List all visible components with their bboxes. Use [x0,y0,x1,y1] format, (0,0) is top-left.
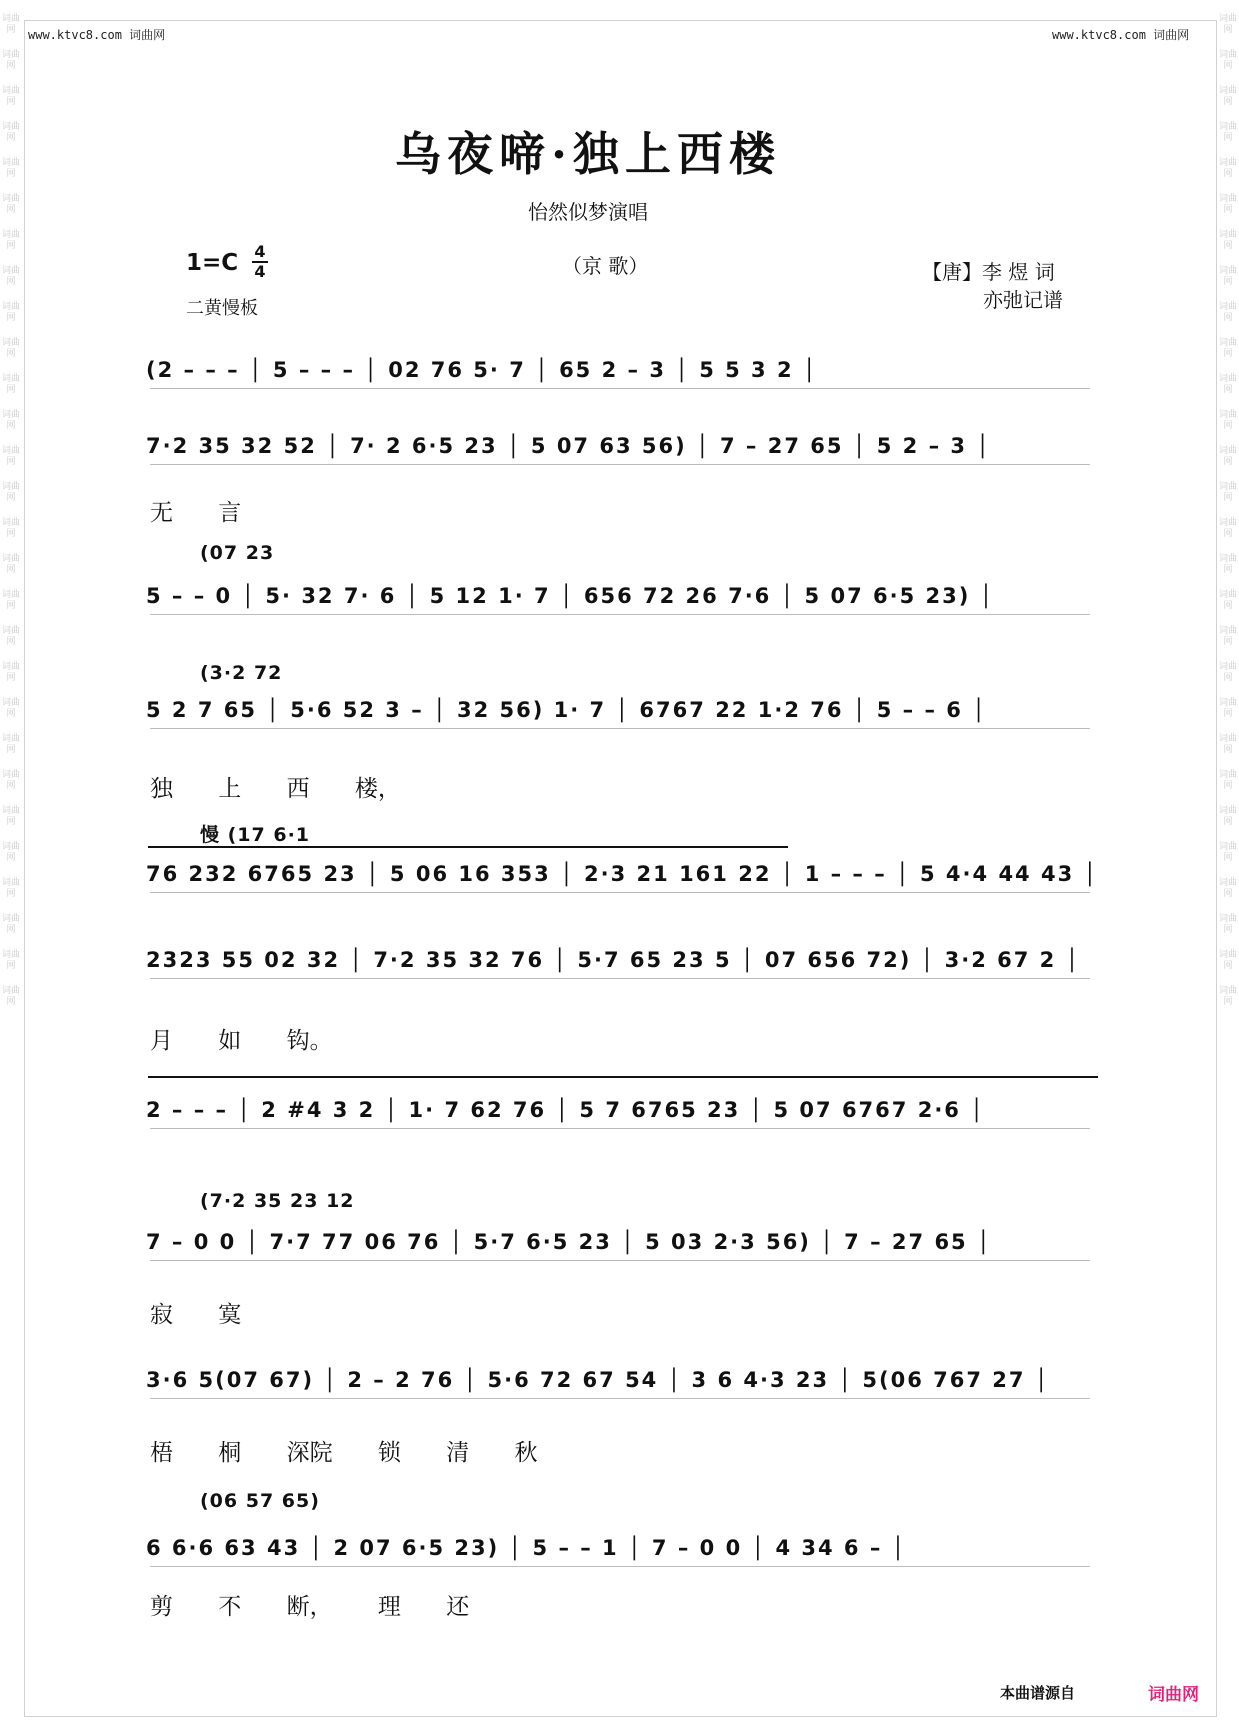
watermark-text: 词曲网 [1218,374,1237,395]
brand-logo[interactable]: 词曲网 [1148,1685,1199,1705]
notes-line: 7 – 0 0 │ 7·7 77 06 76 │ 5·7 6·5 23 │ 5 03 2·3 56) │ 7 – 27 65 │ [146,1230,992,1254]
watermark-text: 词曲网 [1,698,20,719]
watermark-text: 词曲网 [1218,122,1237,143]
rhythm-underline [150,978,1090,979]
rhythm-underline [150,614,1090,615]
watermark-text: 词曲网 [1218,446,1237,467]
lyrics-line: 剪 不 断， 理 还 [150,1594,470,1620]
watermark-text: 词曲网 [1,158,20,179]
phrase-slur-line [148,1076,1098,1078]
left-watermark-strip [0,0,22,1729]
watermark-text: 词曲网 [1,482,20,503]
bracket-annotation: (3·2 72 [200,662,283,684]
url-right[interactable]: www.ktvc8.com 词曲网 [1052,28,1190,42]
watermark-text: 词曲网 [1218,86,1237,107]
rhythm-underline [150,892,1090,893]
watermark-text: 词曲网 [1,950,20,971]
lyrics-line: 月 如 钩。 [150,1028,333,1054]
source-label: 本曲谱源自 [1000,1684,1076,1702]
watermark-text: 词曲网 [1,410,20,431]
watermark-text: 词曲网 [1,590,20,611]
rhythm-underline [150,464,1090,465]
watermark-text: 词曲网 [1,302,20,323]
time-sig-bottom: 4 [254,262,266,281]
watermark-text: 词曲网 [1218,842,1237,863]
notes-line: 3·6 5(07 67) │ 2 – 2 76 │ 5·6 72 67 54 │ 3 6 4·3 23 │ 5(06 767 27 │ [146,1368,1050,1392]
transcriber: 亦弛记谱 [983,288,1063,312]
bracket-annotation: (7·2 35 23 12 [200,1190,355,1212]
page-title: 乌夜啼·独上西楼 [395,127,782,181]
rhythm-underline [150,1260,1090,1261]
watermark-text: 词曲网 [1218,662,1237,683]
watermark-text: 词曲网 [1218,590,1237,611]
watermark-text: 词曲网 [1218,878,1237,899]
watermark-text: 词曲网 [1218,302,1237,323]
watermark-text: 词曲网 [1218,914,1237,935]
watermark-text: 词曲网 [1218,230,1237,251]
lyrics-line: 独 上 西 楼， [150,776,401,802]
watermark-text: 词曲网 [1218,734,1237,755]
lyrics-line: 寂 寞 [150,1302,242,1328]
notes-line: 7·2 35 32 52 │ 7· 2 6·5 23 │ 5 07 63 56) │ 7 – 27 65 │ 5 2 – 3 │ [146,434,991,458]
bracket-annotation: (07 23 [200,542,275,564]
notes-line: 2323 55 02 32 │ 7·2 35 32 76 │ 5·7 65 23 5 │ 07 656 72) │ 3·2 67 2 │ [146,948,1081,972]
watermark-text: 词曲网 [1218,806,1237,827]
rhythm-underline [150,1398,1090,1399]
notes-line: 76 232 6765 23 │ 5 06 16 353 │ 2·3 21 161 22 │ 1 – – – │ 5 4·4 44 43 │ [146,862,1099,886]
watermark-text: 词曲网 [1,230,20,251]
rhythm-underline [150,1128,1090,1129]
watermark-text: 词曲网 [1218,14,1237,35]
watermark-text: 词曲网 [1,86,20,107]
watermark-text: 词曲网 [1218,950,1237,971]
watermark-text: 词曲网 [1218,410,1237,431]
watermark-text: 词曲网 [1218,194,1237,215]
right-watermark-strip [1217,0,1239,1729]
watermark-text: 词曲网 [1,266,20,287]
watermark-text: 词曲网 [1,14,20,35]
watermark-text: 词曲网 [1218,770,1237,791]
bracket-annotation: 慢 (17 6·1 [200,824,311,846]
lyrics-line: 无 言 [150,500,242,526]
rhythm-underline [150,1566,1090,1567]
genre: （京 歌） [562,254,649,278]
phrase-slur-line [148,846,788,848]
rhythm-underline [150,728,1090,729]
watermark-text: 词曲网 [1,122,20,143]
watermark-text: 词曲网 [1218,266,1237,287]
watermark-text: 词曲网 [1,554,20,575]
watermark-text: 词曲网 [1,770,20,791]
watermark-text: 词曲网 [1,338,20,359]
watermark-text: 词曲网 [1,446,20,467]
watermark-text: 词曲网 [1,626,20,647]
watermark-text: 词曲网 [1,662,20,683]
watermark-text: 词曲网 [1,734,20,755]
watermark-text: 词曲网 [1218,626,1237,647]
time-sig-top: 4 [254,242,266,261]
watermark-text: 词曲网 [1,914,20,935]
watermark-text: 词曲网 [1218,698,1237,719]
watermark-text: 词曲网 [1,806,20,827]
watermark-text: 词曲网 [1,878,20,899]
watermark-text: 词曲网 [1,518,20,539]
watermark-text: 词曲网 [1218,554,1237,575]
rhythm-underline [150,388,1090,389]
notes-line: 2 – – – │ 2 #4 3 2 │ 1· 7 62 76 │ 5 7 6765 23 │ 5 07 6767 2·6 │ [146,1098,985,1122]
watermark-text: 词曲网 [1,50,20,71]
time-signature [252,244,268,280]
watermark-text: 词曲网 [1218,338,1237,359]
lyrics-line: 梧 桐 深院 锁 清 秋 [150,1440,538,1466]
watermark-text: 词曲网 [1218,482,1237,503]
url-left[interactable]: www.ktvc8.com 词曲网 [28,28,166,42]
notes-line: 5 2 7 65 │ 5·6 52 3 – │ 32 56) 1· 7 │ 6767 22 1·2 76 │ 5 – – 6 │ [146,698,987,722]
notes-line: (2 – – – │ 5 – – – │ 02 76 5· 7 │ 65 2 – 3 │ 5 5 3 2 │ [146,358,818,382]
watermark-text: 词曲网 [1218,158,1237,179]
watermark-text: 词曲网 [1,842,20,863]
watermark-text: 词曲网 [1218,518,1237,539]
watermark-text: 词曲网 [1,194,20,215]
key-signature: 1=C [186,250,239,276]
lyricist: 【唐】李 煜 词 [922,260,1055,284]
tempo-marking: 二黄慢板 [186,298,258,319]
notes-line: 5 – – 0 │ 5· 32 7· 6 │ 5 12 1· 7 │ 656 72 26 7·6 │ 5 07 6·5 23) │ [146,584,995,608]
watermark-text: 词曲网 [1,986,20,1007]
watermark-text: 词曲网 [1218,986,1237,1007]
watermark-text: 词曲网 [1218,50,1237,71]
bracket-annotation: (06 57 65) [200,1490,320,1512]
performer: 怡然似梦演唱 [528,200,648,224]
watermark-text: 词曲网 [1,374,20,395]
notes-line: 6 6·6 63 43 │ 2 07 6·5 23) │ 5 – – 1 │ 7 – 0 0 │ 4 34 6 – │ [146,1536,907,1560]
